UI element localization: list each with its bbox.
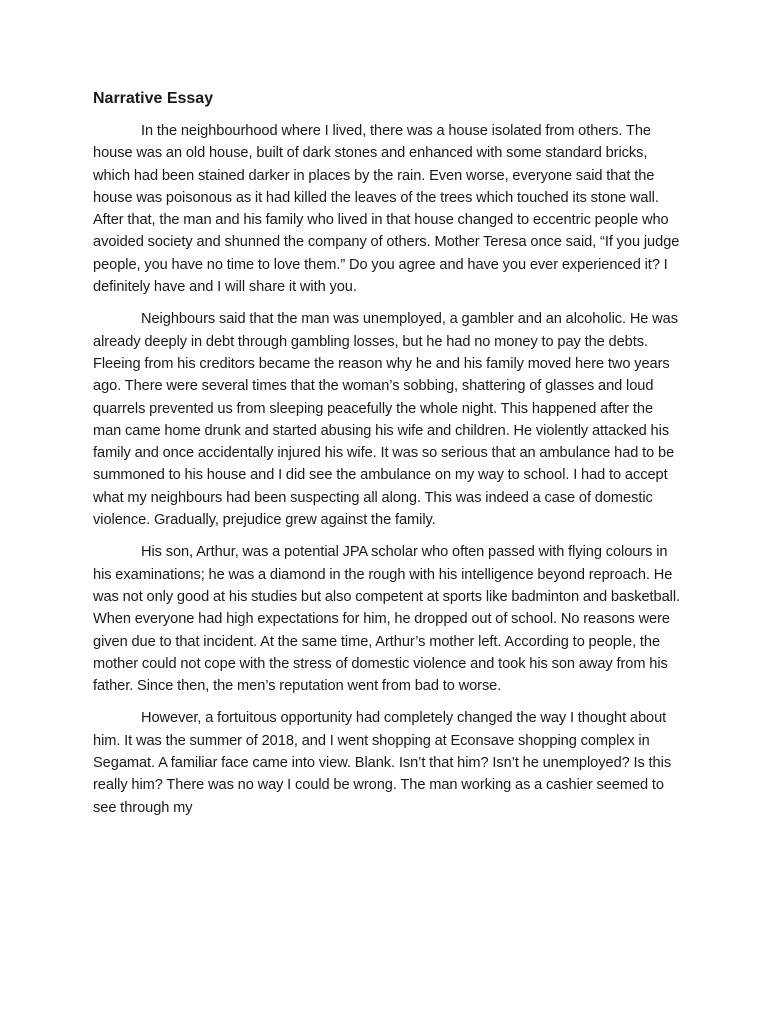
essay-body xyxy=(93,88,685,829)
essay-paragraph-1: In the neighbourhood where I lived, there was a house isolated from others. The house was an old house, built of dark stones and enhanced with some standard bricks, which had been stained darker in places by the rain. Even worse, everyone said that the house was poisonous as it had killed the leaves of the trees which touched its stone wall. After that, the man and his family who lived in that house changed to eccentric people who avoided society and shunned the company of others. Mother Teresa once said, “If you judge people, you have no time to love them.” Do you agree and have you ever experienced it? I definitely have and I will share it with you. xyxy=(93,123,680,296)
essay-paragraph-3: His son, Arthur, was a potential JPA scholar who often passed with flying colours in his examinations; he was a diamond in the rough with his intelligence beyond reproach. He was not only good at his studies but also competent at sports like badminton and basketball. When everyone had high expectations for him, he dropped out of school. No reasons were given due to that incident. At the same time, Arthur’s mother left. According to people, the mother could not cope with the stress of domestic violence and took his son away from his father. Since then, the men’s reputation went from bad to worse. xyxy=(93,544,681,695)
essay-paragraph-2: Neighbours said that the man was unemployed, a gambler and an alcoholic. He was already deeply in debt through gambling losses, but he had no money to pay the debts. Fleeing from his creditors became the reason why he and his family moved here two years ago. There were several times that the woman’s sobbing, shattering of glasses and loud quarrels prevented us from sleeping peacefully the whole night. This happened after the man came home drunk and started abusing his wife and children. He violently attacked his family and once accidentally injured his wife. It was so serious that an ambulance had to be summoned to his house and I did see the ambulance on my way to school. I had to accept what my neighbours had been suspecting all along. This was indeed a case of domestic violence. Gradually, prejudice grew against the family. xyxy=(93,311,678,529)
essay-paragraph-4: However, a fortuitous opportunity had completely changed the way I thought about him. It was the summer of 2018, and I went shopping at Econsave shopping complex in Segamat. A familiar face came into view. Blank. Isn’t that him? Isn’t he unemployed? Is this really him? There was no way I could be wrong. The man working as a cashier seemed to see through my xyxy=(93,710,672,816)
essay-title: Narrative Essay xyxy=(93,90,214,107)
